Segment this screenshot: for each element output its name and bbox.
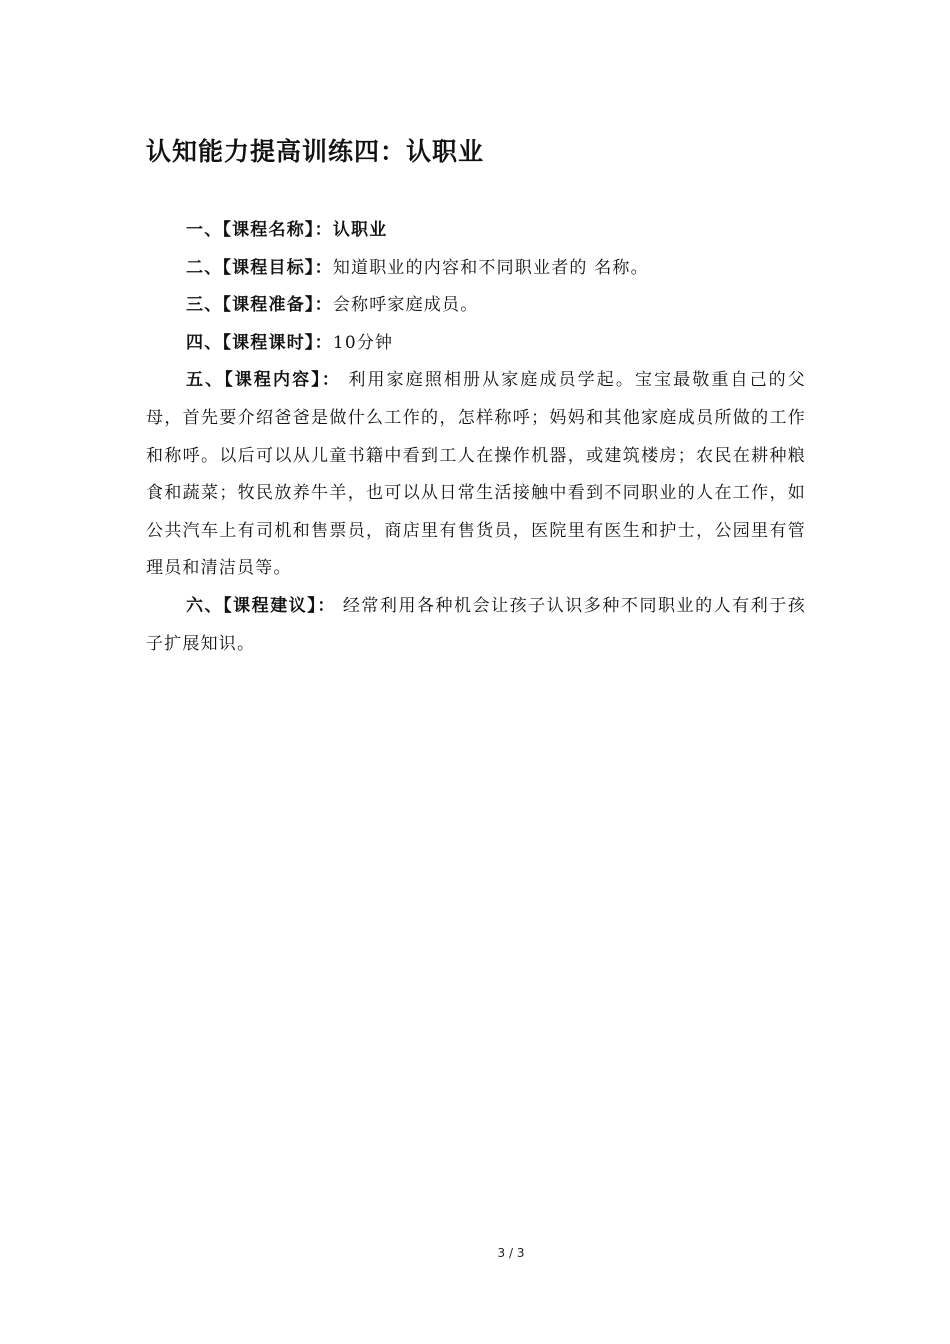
section-label: 一、【课程名称】： (186, 220, 333, 240)
document-title: 认知能力提高训练四：认职业 (146, 137, 485, 166)
section-text: 经常利用各种机会让孩子认识多种不同职业的人有利于孩子扩展知识。 (146, 595, 806, 654)
section-label: 三、【课程准备】： (186, 295, 333, 316)
section-text: 利用家庭照相册从家庭成员学起。宝宝最敬重自己的父母，首先要介绍爸爸是做什么工作的，怎样称呼；妈妈和其他家庭成员所做的工作和称呼。以后可以从儿童书籍中看到工人在操作机器，或建筑楼房；农民在耕种粮食和蔬菜；牧民放养牛羊，也可以从日常生活接触中看到不同职业的人在工作，如公共汽车上有司机和售票员，商店里有售货员，医院里有医生和护士，公园里有管理员和清洁员等。 (146, 370, 806, 579)
section-course-suggestion (146, 588, 806, 663)
section-course-preparation (146, 287, 806, 325)
section-text: 认职业 (332, 220, 388, 240)
section-text: 知道职业的内容和不同职业者的 名称。 (332, 257, 649, 278)
section-course-goal (146, 250, 806, 288)
section-label: 二、【课程目标】： (186, 257, 333, 278)
section-label: 四、【课程课时】： (186, 332, 333, 353)
section-course-duration (146, 325, 806, 363)
section-label: 六、【课程建议】： (186, 595, 336, 616)
section-text: 10分钟 (332, 332, 394, 353)
section-course-name (146, 212, 806, 250)
section-course-content (146, 362, 806, 588)
section-label: 五、【课程内容】： (186, 370, 341, 391)
document-body (146, 212, 806, 663)
page-number: 3 / 3 (497, 1246, 525, 1260)
section-text: 会称呼家庭成员。 (332, 295, 479, 316)
